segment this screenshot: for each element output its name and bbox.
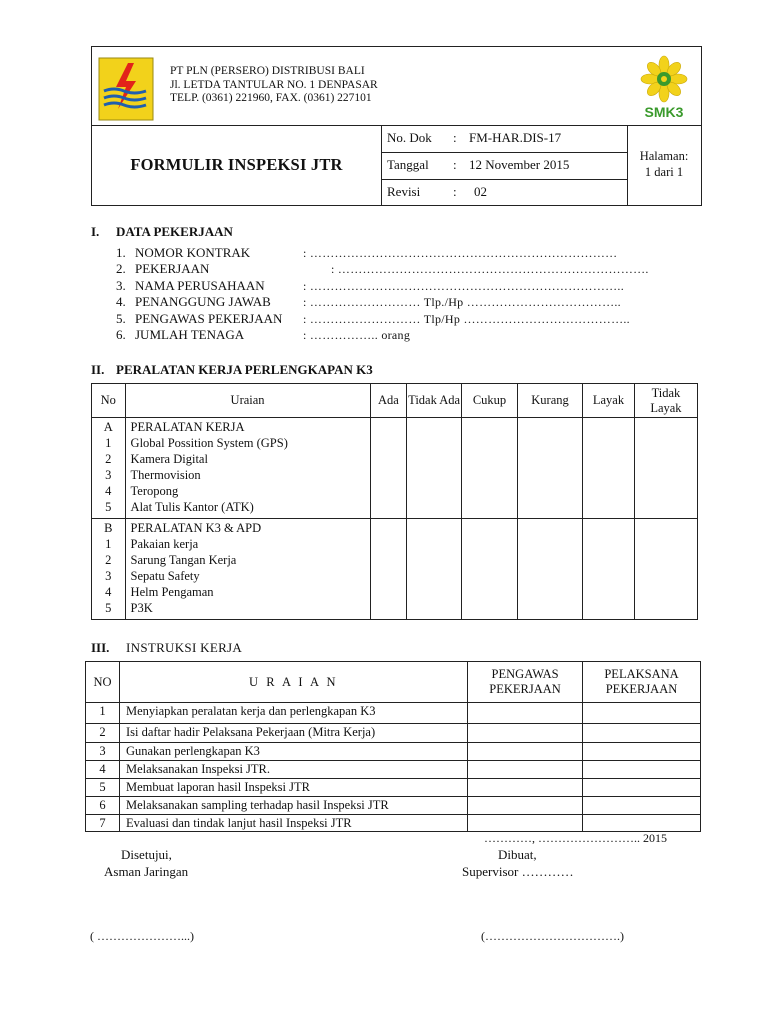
col-header-no: No: [92, 384, 126, 418]
pelaksana-check-cell[interactable]: [583, 761, 701, 779]
check-cell[interactable]: [370, 418, 407, 519]
instruction-row: [86, 761, 701, 779]
approver-title: Asman Jaringan: [104, 864, 189, 879]
header-pengawas-label: PENGAWAS PEKERJAAN: [489, 667, 561, 696]
instruction-row: [86, 815, 701, 832]
company-phone: TELP. (0361) 221960, FAX. (0361) 227101: [170, 92, 372, 104]
col-header-ada: Ada: [370, 384, 407, 418]
instruction-text: Menyiapkan peralatan kerja dan perlengkapan K3: [119, 703, 467, 724]
instruction-text: Isi daftar hadir Pelaksana Pekerjaan (Mitra Kerja): [119, 724, 467, 743]
revision-row: [381, 179, 627, 206]
date-value: 12 November 2015: [469, 157, 570, 172]
instruction-row: [86, 743, 701, 761]
list-item-number: 4.: [116, 294, 126, 310]
title-cell: [92, 125, 382, 205]
equipment-item: Sepatu Safety: [130, 569, 200, 583]
instruction-no: 3: [86, 743, 120, 761]
pengawas-check-cell[interactable]: [468, 797, 583, 815]
pengawas-check-cell[interactable]: [468, 743, 583, 761]
group-b-items: [125, 519, 370, 620]
document-meta: [381, 125, 628, 205]
pelaksana-check-cell[interactable]: [583, 703, 701, 724]
check-cell[interactable]: [517, 418, 582, 519]
col-header-pelaksana: [583, 662, 701, 703]
preparer-title: Supervisor …………: [462, 864, 574, 879]
pelaksana-check-cell[interactable]: [583, 779, 701, 797]
item-no: 1: [105, 537, 112, 551]
instruction-table-header: [86, 662, 701, 703]
revision-label: Revisi: [387, 184, 421, 199]
doc-number-label: No. Dok: [387, 130, 432, 145]
group-a-numbers: [92, 418, 126, 519]
approved-label: Disetujui,: [121, 847, 172, 862]
list-item-label: PEKERJAAN: [135, 261, 210, 277]
check-cell[interactable]: [583, 418, 635, 519]
page-label: Halaman:: [639, 149, 689, 163]
place-date: …………, …………………….. 2015: [484, 831, 667, 845]
item-no: 1: [105, 436, 112, 450]
pengawas-check-cell[interactable]: [468, 724, 583, 743]
check-cell[interactable]: [462, 418, 518, 519]
list-item-number: 6.: [116, 327, 126, 342]
group-b-code: B: [104, 521, 113, 535]
check-cell[interactable]: [583, 519, 635, 620]
equipment-item: Pakaian kerja: [130, 537, 199, 551]
item-no: 3: [105, 468, 112, 482]
company-address: Jl. LETDA TANTULAR NO. 1 DENPASAR: [170, 78, 378, 91]
colon: :: [453, 184, 457, 199]
instruction-text: Gunakan perlengkapan K3: [119, 743, 467, 761]
list-item-label: NAMA PERUSAHAAN: [135, 277, 265, 293]
instruction-text: Evaluasi dan tindak lanjut hasil Inspeksi JTR: [119, 815, 467, 832]
item-no: 3: [105, 569, 112, 583]
pengawas-check-cell[interactable]: [468, 779, 583, 797]
col-header-uraian: Uraian: [125, 384, 370, 418]
check-cell[interactable]: [634, 418, 697, 519]
equipment-group-b: [92, 519, 698, 620]
pelaksana-check-cell[interactable]: [583, 797, 701, 815]
date-row: [381, 152, 627, 180]
fill-in-field[interactable]: : ………………………………………………………………….: [331, 262, 649, 277]
page-value: 1 dari 1: [644, 165, 684, 179]
fill-in-field[interactable]: : …………….. orang: [303, 328, 411, 342]
instruction-row: [86, 724, 701, 743]
prepared-label: Dibuat,: [498, 847, 537, 862]
instruction-row: [86, 703, 701, 724]
instruction-row: [86, 797, 701, 815]
group-b-numbers: [92, 519, 126, 620]
equipment-item: Helm Pengaman: [130, 585, 214, 599]
doc-number-value: FM-HAR.DIS-17: [469, 130, 562, 145]
check-cell[interactable]: [517, 519, 582, 620]
check-cell[interactable]: [370, 519, 407, 620]
group-b-title: PERALATAN K3 & APD: [130, 521, 262, 535]
company-banner: [92, 47, 701, 126]
list-item-number: 1.: [116, 245, 126, 260]
document-header: [91, 46, 702, 206]
equipment-item: Sarung Tangan Kerja: [130, 553, 237, 567]
company-name: PT PLN (PERSERO) DISTRIBUSI BALI: [170, 65, 365, 77]
fill-in-field[interactable]: : …………………………………………………………………..: [303, 278, 625, 293]
equipment-table: [91, 383, 698, 620]
item-no: 2: [105, 553, 112, 567]
list-item-label: PENANGGUNG JAWAB: [135, 294, 271, 310]
pelaksana-check-cell[interactable]: [583, 743, 701, 761]
check-cell[interactable]: [462, 519, 518, 620]
preparer-signature-line[interactable]: (…………………………….): [481, 929, 624, 943]
colon: :: [453, 157, 457, 172]
section1-title: DATA PEKERJAAN: [116, 224, 233, 239]
pln-logo-icon: [98, 57, 154, 121]
smk3-logo-icon: [636, 53, 692, 121]
company-info: [170, 65, 378, 106]
col-header-layak: Layak: [583, 384, 635, 418]
item-no: 4: [105, 585, 112, 599]
doc-number-row: [381, 125, 627, 153]
fill-in-field[interactable]: : ……………………… Tlp/Hp …………………………………..: [303, 311, 630, 326]
approver-signature-line[interactable]: ( …………………...): [90, 929, 194, 943]
instruction-no: 2: [86, 724, 120, 743]
section2-title: PERALATAN KERJA PERLENGKAPAN K3: [116, 362, 373, 377]
pelaksana-check-cell[interactable]: [583, 724, 701, 743]
group-a-title: PERALATAN KERJA: [130, 420, 245, 434]
instruction-no: 4: [86, 761, 120, 779]
list-item-label: JUMLAH TENAGA: [135, 327, 245, 342]
work-instruction-table: [85, 661, 701, 832]
check-cell[interactable]: [407, 519, 462, 620]
list-item-number: 3.: [116, 277, 126, 293]
list-item-number: 5.: [116, 310, 126, 326]
check-cell[interactable]: [407, 418, 462, 519]
list-item-number: 2.: [116, 261, 126, 277]
instruction-no: 6: [86, 797, 120, 815]
fill-in-field[interactable]: : ……………………… Tlp./Hp ………………………………..: [303, 295, 621, 310]
instruction-text: Membuat laporan hasil Inspeksi JTR: [119, 779, 467, 797]
pengawas-check-cell[interactable]: [468, 815, 583, 832]
group-a-items: [125, 418, 370, 519]
header-pelaksana-label: PELAKSANA PEKERJAAN: [604, 667, 679, 696]
list-item-label: NOMOR KONTRAK: [135, 245, 251, 260]
list-item-label: PENGAWAS PEKERJAAN: [135, 310, 283, 326]
equipment-group-a: [92, 418, 698, 519]
revision-value: 02: [474, 184, 487, 199]
col-header-tidak-ada: Tidak Ada: [407, 384, 462, 418]
col-header-cukup: Cukup: [462, 384, 518, 418]
item-no: 5: [105, 500, 112, 514]
equipment-item: Thermovision: [130, 468, 201, 482]
item-no: 2: [105, 452, 112, 466]
smk3-logo-text: SMK3: [644, 104, 684, 120]
instruction-row: [86, 779, 701, 797]
pengawas-check-cell[interactable]: [468, 703, 583, 724]
form-title: FORMULIR INSPEKSI JTR: [130, 155, 343, 174]
instruction-no: 5: [86, 779, 120, 797]
section1-number: I.: [91, 224, 100, 239]
instruction-text: Melaksanakan Inspeksi JTR.: [119, 761, 467, 779]
equipment-item: Global Possition System (GPS): [130, 436, 288, 450]
date-label: Tanggal: [387, 157, 429, 172]
pelaksana-check-cell[interactable]: [583, 815, 701, 832]
instruction-no: 1: [86, 703, 120, 724]
equipment-item: Teropong: [130, 484, 179, 498]
col-header-uraian: U R A I A N: [119, 662, 467, 703]
instruction-rows: [86, 703, 701, 832]
col-header-kurang: Kurang: [517, 384, 582, 418]
section3-title: INSTRUKSI KERJA: [126, 640, 243, 655]
col-header-pengawas: [468, 662, 583, 703]
instruction-no: 7: [86, 815, 120, 832]
fill-in-field[interactable]: : …………………………………………………………………: [303, 246, 618, 260]
section3-number: III.: [91, 640, 110, 655]
section2-number: II.: [91, 362, 105, 377]
check-cell[interactable]: [634, 519, 697, 620]
page-info: [627, 125, 701, 205]
equipment-table-header: [92, 384, 698, 418]
pengawas-check-cell[interactable]: [468, 761, 583, 779]
item-no: 4: [105, 484, 112, 498]
colon: :: [453, 130, 457, 145]
col-header-tidak-layak: Tidak Layak: [634, 384, 697, 418]
instruction-text: Melaksanakan sampling terhadap hasil Inspeksi JTR: [119, 797, 467, 815]
equipment-item: Alat Tulis Kantor (ATK): [130, 500, 254, 514]
equipment-item: Kamera Digital: [130, 452, 208, 466]
equipment-item: P3K: [130, 601, 153, 615]
col-header-no: NO: [86, 662, 120, 703]
group-a-code: A: [103, 420, 113, 434]
item-no: 5: [105, 601, 112, 615]
